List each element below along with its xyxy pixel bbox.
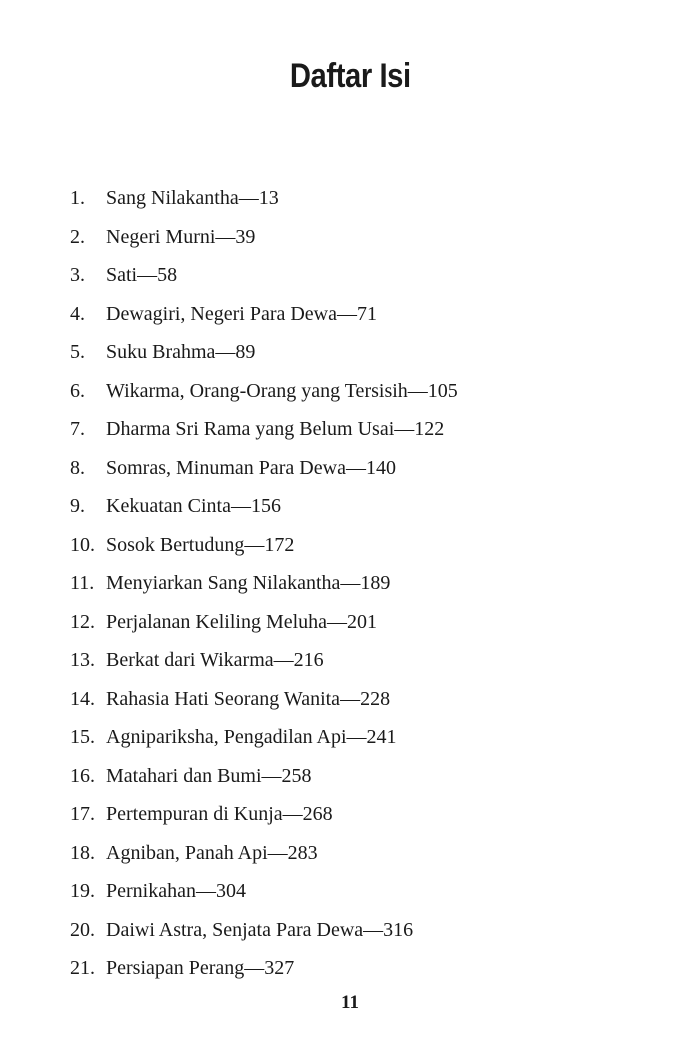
toc-entry-title: Negeri Murni—39 <box>106 225 256 248</box>
toc-entry-number: 8. <box>70 456 85 479</box>
toc-entry <box>0 453 700 492</box>
toc-entry <box>0 337 700 376</box>
toc-entry-number: 13. <box>70 649 95 671</box>
table-of-contents <box>0 183 700 992</box>
toc-entry <box>0 607 700 646</box>
toc-entry-number: 5. <box>70 341 85 363</box>
toc-entry <box>0 876 700 915</box>
toc-entry-number: 19. <box>70 880 95 902</box>
toc-entry <box>0 299 700 338</box>
toc-entry-title: Sang Nilakantha—13 <box>106 187 279 209</box>
toc-entry-number: 20. <box>70 918 95 941</box>
toc-entry-number: 12. <box>70 610 95 633</box>
toc-entry <box>0 376 700 415</box>
toc-entry-number: 18. <box>70 841 95 864</box>
toc-entry <box>0 761 700 800</box>
toc-entry-title: Wikarma, Orang-Orang yang Tersisih—105 <box>106 379 458 402</box>
toc-entry <box>0 222 700 261</box>
toc-entry-title: Matahari dan Bumi—258 <box>106 764 312 787</box>
toc-entry-title: Pertempuran di Kunja—268 <box>106 803 333 825</box>
toc-entry <box>0 183 700 222</box>
page-title: Daftar Isi <box>289 56 411 95</box>
toc-entry-number: 15. <box>70 726 95 748</box>
toc-entry-title: Sati—58 <box>106 264 178 286</box>
toc-entry-title: Menyiarkan Sang Nilakantha—189 <box>106 572 391 594</box>
toc-entry-number: 4. <box>70 302 85 325</box>
toc-entry-number: 3. <box>70 264 85 286</box>
toc-entry <box>0 414 700 453</box>
toc-entry-title: Berkat dari Wikarma—216 <box>106 649 324 671</box>
toc-entry <box>0 260 700 299</box>
page-number: 11 <box>341 992 359 1013</box>
toc-entry-number: 11. <box>70 572 95 594</box>
toc-entry-number: 9. <box>70 495 85 517</box>
toc-entry <box>0 722 700 761</box>
toc-entry <box>0 645 700 684</box>
toc-entry-number: 10. <box>70 533 95 556</box>
toc-entry-title: Sosok Bertudung—172 <box>106 533 295 556</box>
toc-entry-number: 14. <box>70 687 95 710</box>
toc-entry-title: Pernikahan—304 <box>106 880 246 902</box>
toc-entry-title: Agnipariksha, Pengadilan Api—241 <box>106 726 397 748</box>
toc-entry <box>0 915 700 954</box>
toc-entry <box>0 684 700 723</box>
toc-entry-number: 16. <box>70 764 95 787</box>
toc-entry-number: 7. <box>70 418 85 440</box>
toc-entry <box>0 530 700 569</box>
toc-entry-number: 1. <box>70 187 85 209</box>
toc-entry-title: Suku Brahma—89 <box>106 341 256 363</box>
toc-entry-number: 6. <box>70 379 85 402</box>
toc-entry-number: 17. <box>70 803 95 825</box>
toc-entry-number: 2. <box>70 225 85 248</box>
toc-entry-title: Somras, Minuman Para Dewa—140 <box>106 456 396 479</box>
toc-entry <box>0 568 700 607</box>
toc-entry <box>0 491 700 530</box>
toc-entry-number: 21. <box>70 957 95 979</box>
toc-entry-title: Rahasia Hati Seorang Wanita—228 <box>106 687 391 710</box>
toc-entry-title: Dharma Sri Rama yang Belum Usai—122 <box>106 418 445 440</box>
toc-entry-title: Daiwi Astra, Senjata Para Dewa—316 <box>106 918 414 941</box>
toc-entry <box>0 838 700 877</box>
toc-entry-title: Kekuatan Cinta—156 <box>106 495 281 517</box>
toc-entry-title: Perjalanan Keliling Meluha—201 <box>106 610 378 633</box>
toc-entry-title: Agniban, Panah Api—283 <box>106 841 318 864</box>
toc-entry <box>0 953 700 992</box>
toc-entry <box>0 799 700 838</box>
toc-entry-title: Persiapan Perang—327 <box>106 957 295 979</box>
toc-entry-title: Dewagiri, Negeri Para Dewa—71 <box>106 302 378 325</box>
